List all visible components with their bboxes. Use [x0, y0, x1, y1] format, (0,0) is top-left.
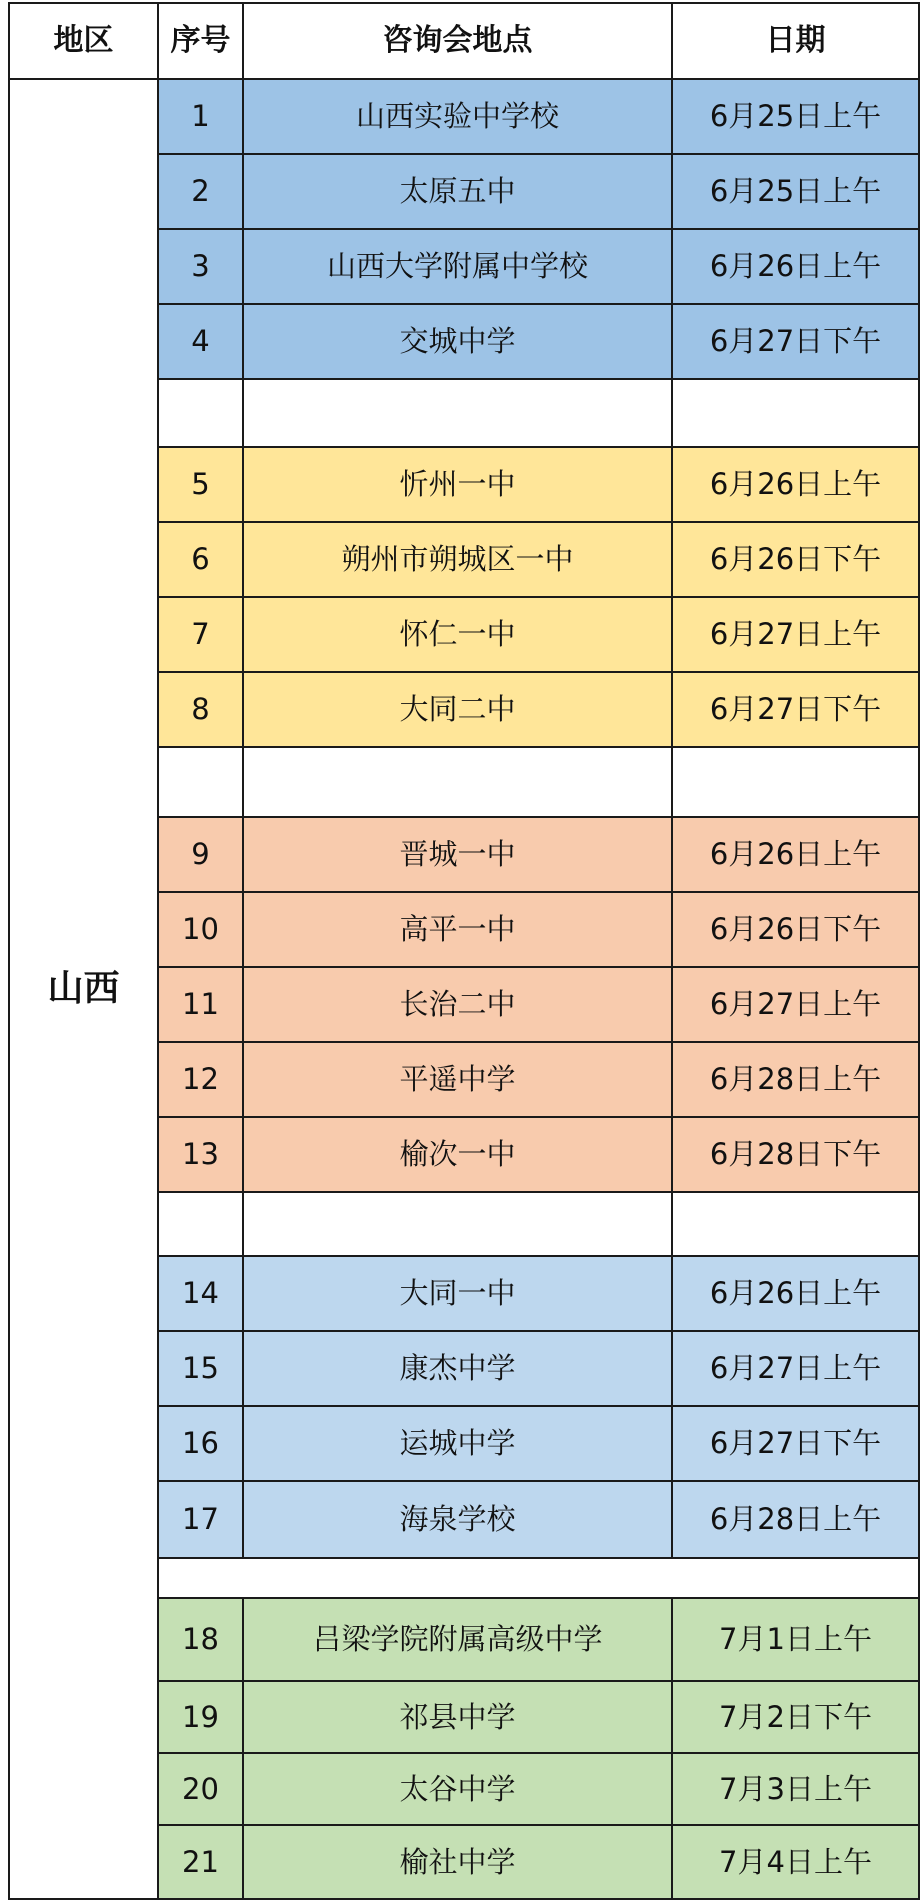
- row-date: 6月26日上午: [671, 446, 920, 523]
- row-number: 21: [157, 1824, 244, 1900]
- spacer-cell: [157, 1191, 244, 1257]
- row-location: 祁县中学: [242, 1680, 673, 1754]
- row-number: 19: [157, 1680, 244, 1754]
- row-location: 大同二中: [242, 671, 673, 748]
- region-cell: 山西: [8, 78, 159, 1900]
- row-date: 6月25日上午: [671, 153, 920, 230]
- row-date: 6月27日下午: [671, 1405, 920, 1482]
- row-date: 6月26日下午: [671, 891, 920, 968]
- row-date: 6月26日下午: [671, 521, 920, 598]
- spacer-cell: [157, 378, 244, 448]
- row-number: 9: [157, 816, 244, 893]
- row-date: 6月27日上午: [671, 1330, 920, 1407]
- spacer-cell: [671, 378, 920, 448]
- row-date: 6月27日上午: [671, 596, 920, 673]
- row-date: 7月1日上午: [671, 1597, 920, 1682]
- row-date: 6月27日上午: [671, 966, 920, 1043]
- row-location: 太谷中学: [242, 1752, 673, 1826]
- row-number: 1: [157, 78, 244, 155]
- row-location: 交城中学: [242, 303, 673, 380]
- row-date: 6月25日上午: [671, 78, 920, 155]
- row-date: 6月28日下午: [671, 1116, 920, 1193]
- row-location: 山西大学附属中学校: [242, 228, 673, 305]
- row-location: 平遥中学: [242, 1041, 673, 1118]
- row-date: 6月26日上午: [671, 1255, 920, 1332]
- row-date: 7月3日上午: [671, 1752, 920, 1826]
- row-number: 5: [157, 446, 244, 523]
- row-location: 高平一中: [242, 891, 673, 968]
- row-location: 榆社中学: [242, 1824, 673, 1900]
- row-number: 13: [157, 1116, 244, 1193]
- row-location: 海泉学校: [242, 1480, 673, 1559]
- row-number: 14: [157, 1255, 244, 1332]
- header-number: 序号: [157, 2, 244, 80]
- row-location: 大同一中: [242, 1255, 673, 1332]
- spacer-cell: [671, 746, 920, 818]
- spacer-cell: [157, 746, 244, 818]
- row-location: 康杰中学: [242, 1330, 673, 1407]
- row-number: 11: [157, 966, 244, 1043]
- spacer-row: [157, 1557, 920, 1599]
- row-location: 忻州一中: [242, 446, 673, 523]
- row-number: 7: [157, 596, 244, 673]
- row-location: 吕梁学院附属高级中学: [242, 1597, 673, 1682]
- header-location: 咨询会地点: [242, 2, 673, 80]
- row-number: 12: [157, 1041, 244, 1118]
- row-date: 6月28日上午: [671, 1480, 920, 1559]
- row-location: 朔州市朔城区一中: [242, 521, 673, 598]
- row-number: 20: [157, 1752, 244, 1826]
- row-date: 7月2日下午: [671, 1680, 920, 1754]
- row-number: 18: [157, 1597, 244, 1682]
- row-location: 长治二中: [242, 966, 673, 1043]
- row-number: 15: [157, 1330, 244, 1407]
- row-location: 怀仁一中: [242, 596, 673, 673]
- row-date: 6月27日下午: [671, 303, 920, 380]
- row-location: 榆次一中: [242, 1116, 673, 1193]
- row-date: 7月4日上午: [671, 1824, 920, 1900]
- header-region: 地区: [8, 2, 159, 80]
- row-number: 17: [157, 1480, 244, 1559]
- row-number: 4: [157, 303, 244, 380]
- spacer-cell: [242, 378, 673, 448]
- row-number: 6: [157, 521, 244, 598]
- row-number: 8: [157, 671, 244, 748]
- spacer-cell: [242, 746, 673, 818]
- row-date: 6月28日上午: [671, 1041, 920, 1118]
- row-number: 3: [157, 228, 244, 305]
- row-number: 2: [157, 153, 244, 230]
- spacer-cell: [242, 1191, 673, 1257]
- header-date: 日期: [671, 2, 920, 80]
- row-location: 运城中学: [242, 1405, 673, 1482]
- row-location: 山西实验中学校: [242, 78, 673, 155]
- row-location: 太原五中: [242, 153, 673, 230]
- row-date: 6月27日下午: [671, 671, 920, 748]
- row-number: 16: [157, 1405, 244, 1482]
- spacer-cell: [671, 1191, 920, 1257]
- row-date: 6月26日上午: [671, 816, 920, 893]
- row-number: 10: [157, 891, 244, 968]
- row-date: 6月26日上午: [671, 228, 920, 305]
- row-location: 晋城一中: [242, 816, 673, 893]
